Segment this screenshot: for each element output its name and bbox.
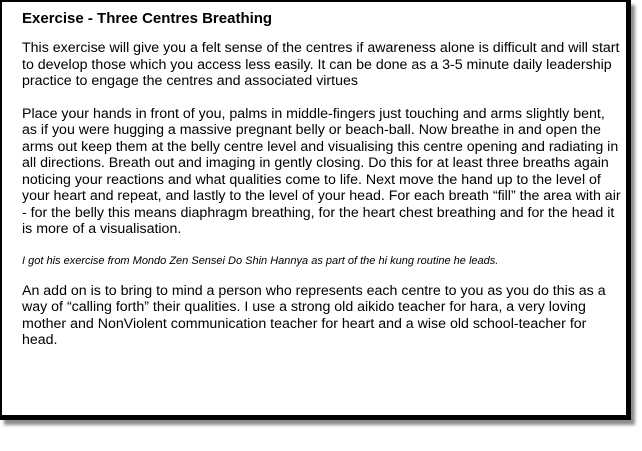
document-content bbox=[22, 10, 622, 365]
intro-paragraph: This exercise will give you a felt sense of the centres if awareness alone is difficult and will start to develop those which you access less easily. It can be done as a 3-5 minute daily leadership practice to engage the centres and associated virtues bbox=[22, 40, 620, 89]
source-note: I got his exercise from Mondo Zen Sensei Do Shin Hannya as part of the hi kung routine he leads. bbox=[22, 254, 499, 267]
instructions-paragraph: Place your hands in front of you, palms in middle-fingers just touching and arms slightly bent, as if you were hugging a massive pregnant belly or beach-ball. Now breathe in and open the arms out keep them at the belly centre level and visualising this centre opening and radiating in all directions. Breath out and imaging in gently closing. Do this for at least three breaths again noticing your reactions and what qualities come to life. Next move the hand up to the level of your heart and repeat, and lastly to the level of your head. For each breath “fill” the area with air - for the belly this means diaphragm breathing, for the heart chest breathing and for the head it is more of a visualisation. bbox=[22, 105, 621, 237]
add-on-paragraph: An add on is to bring to mind a person who represents each centre to you as you do this as a way of “calling forth” their qualities. I use a strong old aikido teacher for hara, a very loving mother and NonViolent communication teacher for heart and a wise old school-teacher for head. bbox=[22, 282, 606, 348]
document-title: Exercise - Three Centres Breathing bbox=[22, 10, 273, 27]
